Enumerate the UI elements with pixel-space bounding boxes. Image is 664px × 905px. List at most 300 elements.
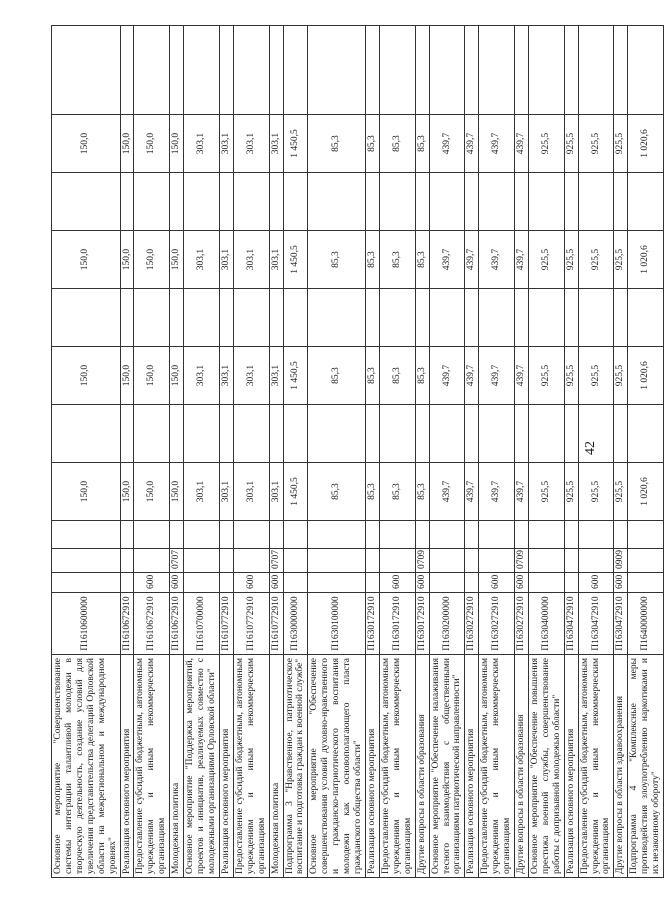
row-name: Реализация основного мероприятия bbox=[219, 655, 233, 878]
row-blank bbox=[269, 26, 283, 115]
row-blank bbox=[134, 173, 170, 231]
row-value-2: 303,1 bbox=[184, 347, 220, 405]
row-blank bbox=[578, 521, 614, 549]
row-blank bbox=[233, 405, 269, 463]
row-blank bbox=[614, 26, 628, 115]
row-vr bbox=[465, 573, 479, 593]
row-blank bbox=[269, 521, 283, 549]
row-code: П1630472910 bbox=[578, 593, 614, 655]
row-blank bbox=[233, 26, 269, 115]
row-blank bbox=[379, 521, 415, 549]
row-value-1: 85,3 bbox=[379, 463, 415, 521]
row-blank bbox=[465, 173, 479, 231]
table-row bbox=[578, 26, 614, 878]
row-blank bbox=[184, 289, 220, 347]
row-rz bbox=[628, 549, 664, 573]
row-value-4: 85,3 bbox=[415, 115, 429, 173]
row-blank bbox=[479, 173, 515, 231]
row-value-1: 85,3 bbox=[365, 463, 379, 521]
row-rz: 0707 bbox=[170, 549, 184, 573]
row-blank bbox=[308, 289, 366, 347]
row-code: П1630472910 bbox=[564, 593, 578, 655]
row-value-4: 439,7 bbox=[429, 115, 465, 173]
row-name: Основное мероприятие "Обеспечение налаживания тесного взаимодействия с общественными организациями патриотической направленности" bbox=[429, 655, 465, 878]
row-vr bbox=[528, 573, 564, 593]
row-blank bbox=[134, 289, 170, 347]
row-vr: 600 bbox=[415, 573, 429, 593]
row-rz bbox=[564, 549, 578, 573]
row-blank bbox=[52, 405, 121, 463]
row-vr: 600 bbox=[515, 573, 529, 593]
row-blank bbox=[515, 289, 529, 347]
row-blank bbox=[308, 173, 366, 231]
row-vr bbox=[184, 573, 220, 593]
row-value-3: 925,5 bbox=[528, 231, 564, 289]
row-blank bbox=[170, 26, 184, 115]
row-value-4: 303,1 bbox=[269, 115, 283, 173]
row-blank bbox=[528, 26, 564, 115]
row-value-4: 925,5 bbox=[614, 115, 628, 173]
row-blank bbox=[479, 521, 515, 549]
row-value-1: 150,0 bbox=[52, 463, 121, 521]
table-row bbox=[120, 26, 134, 878]
row-blank bbox=[465, 26, 479, 115]
row-blank bbox=[283, 289, 308, 347]
row-blank bbox=[578, 26, 614, 115]
row-vr bbox=[628, 573, 664, 593]
row-value-1: 439,7 bbox=[515, 463, 529, 521]
row-name: Подпрограмма 4 "Комплексные меры противодействия злоупотреблению наркотиками и их незаконному обороту" bbox=[628, 655, 664, 878]
table-row bbox=[308, 26, 366, 878]
row-blank bbox=[564, 173, 578, 231]
row-value-1: 150,0 bbox=[120, 463, 134, 521]
row-code: П1630272910 bbox=[465, 593, 479, 655]
row-vr: 600 bbox=[170, 573, 184, 593]
row-value-3: 1 020,6 bbox=[628, 231, 664, 289]
row-code: П1630200000 bbox=[429, 593, 465, 655]
row-rz bbox=[429, 549, 465, 573]
row-value-2: 85,3 bbox=[365, 347, 379, 405]
row-rz bbox=[528, 549, 564, 573]
table-row bbox=[429, 26, 465, 878]
row-value-4: 439,7 bbox=[515, 115, 529, 173]
row-blank bbox=[415, 289, 429, 347]
row-blank bbox=[52, 289, 121, 347]
row-blank bbox=[564, 405, 578, 463]
row-code: П1610700000 bbox=[184, 593, 220, 655]
row-value-1: 925,5 bbox=[614, 463, 628, 521]
row-value-2: 925,5 bbox=[528, 347, 564, 405]
row-blank bbox=[134, 26, 170, 115]
row-value-1: 439,7 bbox=[465, 463, 479, 521]
row-blank bbox=[365, 521, 379, 549]
row-blank bbox=[52, 521, 121, 549]
row-blank bbox=[283, 173, 308, 231]
row-blank bbox=[120, 173, 134, 231]
row-blank bbox=[528, 289, 564, 347]
row-blank bbox=[219, 405, 233, 463]
row-value-1: 925,5 bbox=[528, 463, 564, 521]
row-blank bbox=[120, 521, 134, 549]
row-vr bbox=[429, 573, 465, 593]
row-vr bbox=[564, 573, 578, 593]
table-row bbox=[134, 26, 170, 878]
row-value-4: 439,7 bbox=[465, 115, 479, 173]
row-value-2: 439,7 bbox=[429, 347, 465, 405]
row-blank bbox=[233, 289, 269, 347]
row-value-1: 85,3 bbox=[308, 463, 366, 521]
row-code: П1630172910 bbox=[415, 593, 429, 655]
row-value-2: 439,7 bbox=[479, 347, 515, 405]
row-rz bbox=[379, 549, 415, 573]
row-blank bbox=[219, 26, 233, 115]
row-code: П1630100000 bbox=[308, 593, 366, 655]
row-rz bbox=[134, 549, 170, 573]
row-value-3: 925,5 bbox=[564, 231, 578, 289]
row-value-1: 85,3 bbox=[415, 463, 429, 521]
row-value-4: 150,0 bbox=[52, 115, 121, 173]
row-code: П1630272910 bbox=[479, 593, 515, 655]
row-rz bbox=[233, 549, 269, 573]
row-value-4: 1 020,6 bbox=[628, 115, 664, 173]
row-blank bbox=[628, 289, 664, 347]
row-value-3: 439,7 bbox=[515, 231, 529, 289]
table-row bbox=[515, 26, 529, 878]
row-value-1: 439,7 bbox=[429, 463, 465, 521]
row-blank bbox=[269, 405, 283, 463]
row-rz bbox=[283, 549, 308, 573]
row-blank bbox=[308, 521, 366, 549]
table-row bbox=[379, 26, 415, 878]
row-value-4: 85,3 bbox=[308, 115, 366, 173]
row-value-2: 1 450,5 bbox=[283, 347, 308, 405]
row-blank bbox=[528, 521, 564, 549]
row-value-4: 150,0 bbox=[134, 115, 170, 173]
row-value-3: 85,3 bbox=[365, 231, 379, 289]
row-value-3: 303,1 bbox=[184, 231, 220, 289]
row-blank bbox=[515, 26, 529, 115]
table-row bbox=[465, 26, 479, 878]
row-value-1: 303,1 bbox=[233, 463, 269, 521]
row-value-2: 303,1 bbox=[233, 347, 269, 405]
row-value-1: 303,1 bbox=[219, 463, 233, 521]
table-row bbox=[614, 26, 628, 878]
row-code: П1610772910 bbox=[219, 593, 233, 655]
row-rz bbox=[578, 549, 614, 573]
row-name: Другие вопросы в области здравоохранения bbox=[614, 655, 628, 878]
row-blank bbox=[365, 289, 379, 347]
row-value-3: 925,5 bbox=[578, 231, 614, 289]
row-blank bbox=[429, 289, 465, 347]
row-vr bbox=[52, 573, 121, 593]
row-blank bbox=[564, 289, 578, 347]
row-value-2: 85,3 bbox=[415, 347, 429, 405]
row-blank bbox=[614, 173, 628, 231]
row-code: П1630172910 bbox=[379, 593, 415, 655]
table-row bbox=[269, 26, 283, 878]
row-name: Молодежная политика bbox=[269, 655, 283, 878]
row-blank bbox=[283, 521, 308, 549]
row-blank bbox=[429, 405, 465, 463]
row-blank bbox=[479, 289, 515, 347]
row-name: Реализация основного мероприятия bbox=[120, 655, 134, 878]
row-rz bbox=[465, 549, 479, 573]
row-value-2: 85,3 bbox=[308, 347, 366, 405]
row-code: П1610772910 bbox=[269, 593, 283, 655]
row-value-4: 85,3 bbox=[365, 115, 379, 173]
row-blank bbox=[283, 405, 308, 463]
table-row bbox=[479, 26, 515, 878]
row-code: П1630472910 bbox=[614, 593, 628, 655]
row-value-4: 925,5 bbox=[564, 115, 578, 173]
row-name: Предоставление субсидий бюджетным, автономным учреждениям и иным некоммерческим организациям bbox=[134, 655, 170, 878]
row-code: П1630172910 bbox=[365, 593, 379, 655]
row-value-2: 439,7 bbox=[465, 347, 479, 405]
row-blank bbox=[628, 26, 664, 115]
row-rz: 0707 bbox=[269, 549, 283, 573]
row-rz bbox=[52, 549, 121, 573]
row-blank bbox=[578, 289, 614, 347]
row-code: П1610672910 bbox=[120, 593, 134, 655]
row-blank bbox=[379, 173, 415, 231]
row-name: Подпрограмма 3 "Нравственное, патриотическое воспитание и подготовка граждан к военной службе" bbox=[283, 655, 308, 878]
row-vr: 600 bbox=[233, 573, 269, 593]
row-name: Другие вопросы в области образования bbox=[415, 655, 429, 878]
row-code: П1610772910 bbox=[233, 593, 269, 655]
row-rz bbox=[184, 549, 220, 573]
row-blank bbox=[184, 173, 220, 231]
row-value-4: 925,5 bbox=[578, 115, 614, 173]
row-code: П1610600000 bbox=[52, 593, 121, 655]
row-blank bbox=[219, 173, 233, 231]
row-blank bbox=[578, 405, 614, 463]
row-blank bbox=[170, 521, 184, 549]
row-value-3: 303,1 bbox=[269, 231, 283, 289]
row-rz bbox=[365, 549, 379, 573]
row-blank bbox=[465, 521, 479, 549]
row-value-1: 303,1 bbox=[269, 463, 283, 521]
row-name: Предоставление субсидий бюджетным, автономным учреждениям и иным некоммерческим организациям bbox=[233, 655, 269, 878]
row-rz bbox=[120, 549, 134, 573]
row-value-3: 925,5 bbox=[614, 231, 628, 289]
table-row bbox=[415, 26, 429, 878]
row-blank bbox=[614, 405, 628, 463]
row-value-2: 303,1 bbox=[219, 347, 233, 405]
row-name: Предоставление субсидий бюджетным, автономным учреждениям и иным некоммерческим организациям bbox=[479, 655, 515, 878]
row-code: П1630000000 bbox=[283, 593, 308, 655]
row-value-1: 1 020,6 bbox=[628, 463, 664, 521]
row-value-3: 150,0 bbox=[120, 231, 134, 289]
row-blank bbox=[528, 405, 564, 463]
row-value-4: 925,5 bbox=[528, 115, 564, 173]
row-value-1: 1 450,5 bbox=[283, 463, 308, 521]
row-value-2: 85,3 bbox=[379, 347, 415, 405]
row-blank bbox=[134, 405, 170, 463]
row-blank bbox=[308, 405, 366, 463]
table-row bbox=[184, 26, 220, 878]
row-name: Молодежная политика bbox=[170, 655, 184, 878]
row-value-3: 439,7 bbox=[429, 231, 465, 289]
row-blank bbox=[365, 405, 379, 463]
row-blank bbox=[269, 289, 283, 347]
row-blank bbox=[134, 521, 170, 549]
row-blank bbox=[365, 26, 379, 115]
row-blank bbox=[628, 173, 664, 231]
row-blank bbox=[184, 405, 220, 463]
row-blank bbox=[564, 521, 578, 549]
row-rz: 0709 bbox=[415, 549, 429, 573]
row-name: Другие вопросы в области образования bbox=[515, 655, 529, 878]
row-rz bbox=[479, 549, 515, 573]
row-blank bbox=[379, 26, 415, 115]
row-value-3: 439,7 bbox=[465, 231, 479, 289]
row-name: Предоставление субсидий бюджетным, автономным учреждениям и иным некоммерческим организациям bbox=[379, 655, 415, 878]
table-row bbox=[233, 26, 269, 878]
row-blank bbox=[52, 26, 121, 115]
row-rz: 0709 bbox=[515, 549, 529, 573]
row-blank bbox=[465, 405, 479, 463]
row-value-3: 150,0 bbox=[170, 231, 184, 289]
row-value-3: 85,3 bbox=[379, 231, 415, 289]
row-code: П1630400000 bbox=[528, 593, 564, 655]
row-vr: 600 bbox=[614, 573, 628, 593]
row-code: П1610672910 bbox=[134, 593, 170, 655]
table-row bbox=[283, 26, 308, 878]
row-blank bbox=[365, 173, 379, 231]
row-blank bbox=[170, 405, 184, 463]
row-vr bbox=[219, 573, 233, 593]
row-vr bbox=[308, 573, 366, 593]
row-rz: 0909 bbox=[614, 549, 628, 573]
row-vr: 600 bbox=[269, 573, 283, 593]
row-value-1: 439,7 bbox=[479, 463, 515, 521]
row-value-2: 439,7 bbox=[515, 347, 529, 405]
row-vr: 600 bbox=[479, 573, 515, 593]
row-value-2: 1 020,6 bbox=[628, 347, 664, 405]
row-name: Реализация основного мероприятия bbox=[564, 655, 578, 878]
row-blank bbox=[283, 26, 308, 115]
row-value-4: 303,1 bbox=[219, 115, 233, 173]
row-value-1: 150,0 bbox=[134, 463, 170, 521]
row-blank bbox=[465, 289, 479, 347]
row-code: П1610672910 bbox=[170, 593, 184, 655]
row-value-4: 150,0 bbox=[120, 115, 134, 173]
row-blank bbox=[479, 405, 515, 463]
table-body bbox=[52, 26, 664, 878]
row-value-4: 1 450,5 bbox=[283, 115, 308, 173]
row-name: Предоставление субсидий бюджетным, автономным учреждениям и иным некоммерческим организациям bbox=[578, 655, 614, 878]
row-value-2: 303,1 bbox=[269, 347, 283, 405]
row-vr: 600 bbox=[379, 573, 415, 593]
row-rz bbox=[308, 549, 366, 573]
row-value-4: 439,7 bbox=[479, 115, 515, 173]
row-blank bbox=[564, 26, 578, 115]
row-value-3: 150,0 bbox=[52, 231, 121, 289]
row-value-3: 303,1 bbox=[219, 231, 233, 289]
row-blank bbox=[415, 26, 429, 115]
row-blank bbox=[515, 521, 529, 549]
row-blank bbox=[479, 26, 515, 115]
table-row bbox=[365, 26, 379, 878]
row-name: Основное мероприятие "Обеспечение повышения престижа военной службы, совершенствование работы с допризывной молодежью области" bbox=[528, 655, 564, 878]
row-value-3: 150,0 bbox=[134, 231, 170, 289]
row-code: П1630272910 bbox=[515, 593, 529, 655]
row-blank bbox=[614, 289, 628, 347]
row-value-3: 303,1 bbox=[233, 231, 269, 289]
row-blank bbox=[52, 173, 121, 231]
row-blank bbox=[170, 173, 184, 231]
row-value-4: 303,1 bbox=[184, 115, 220, 173]
row-value-3: 1 450,5 bbox=[283, 231, 308, 289]
row-value-1: 150,0 bbox=[170, 463, 184, 521]
row-blank bbox=[184, 26, 220, 115]
row-vr bbox=[120, 573, 134, 593]
row-blank bbox=[628, 405, 664, 463]
row-blank bbox=[415, 521, 429, 549]
row-blank bbox=[120, 26, 134, 115]
row-value-2: 925,5 bbox=[614, 347, 628, 405]
row-value-2: 925,5 bbox=[578, 347, 614, 405]
table-row bbox=[52, 26, 121, 878]
row-blank bbox=[628, 521, 664, 549]
row-value-1: 925,5 bbox=[564, 463, 578, 521]
row-rz bbox=[219, 549, 233, 573]
row-name: Основное мероприятие "Совершенствование системы интеграции талантливой молодежи в творческую деятельность, создание условий для увеличения представительства делегаций Орловской области на межрегиональном и международном уровнях" bbox=[52, 655, 121, 878]
row-value-2: 150,0 bbox=[134, 347, 170, 405]
row-name: Основное мероприятие "Поддержка мероприятий, проектов и инициатив, реализуемых совместно с молодежными организациями Орловской области" bbox=[184, 655, 220, 878]
row-blank bbox=[233, 173, 269, 231]
row-value-2: 150,0 bbox=[170, 347, 184, 405]
row-name: Реализация основного мероприятия bbox=[365, 655, 379, 878]
row-blank bbox=[614, 521, 628, 549]
row-blank bbox=[219, 521, 233, 549]
row-blank bbox=[308, 26, 366, 115]
row-value-2: 925,5 bbox=[564, 347, 578, 405]
row-blank bbox=[120, 405, 134, 463]
row-value-2: 150,0 bbox=[120, 347, 134, 405]
row-blank bbox=[515, 405, 529, 463]
row-vr: 600 bbox=[134, 573, 170, 593]
table-row bbox=[564, 26, 578, 878]
row-blank bbox=[578, 173, 614, 231]
row-blank bbox=[429, 173, 465, 231]
row-blank bbox=[170, 289, 184, 347]
row-blank bbox=[219, 289, 233, 347]
table-row bbox=[628, 26, 664, 878]
row-blank bbox=[379, 405, 415, 463]
row-value-3: 439,7 bbox=[479, 231, 515, 289]
row-blank bbox=[184, 521, 220, 549]
budget-table bbox=[51, 25, 664, 878]
row-vr bbox=[283, 573, 308, 593]
row-code: П1640000000 bbox=[628, 593, 664, 655]
row-blank bbox=[415, 405, 429, 463]
table-row bbox=[528, 26, 564, 878]
row-value-4: 303,1 bbox=[233, 115, 269, 173]
page-number: 42 bbox=[583, 441, 598, 455]
row-value-4: 150,0 bbox=[170, 115, 184, 173]
row-name: Основное мероприятие "Обеспечение совершенствования условий духовно-нравственного и гражданско-патриотического воспитания молодежи как основополагающего пласта гражданского общества области" bbox=[308, 655, 366, 878]
row-blank bbox=[515, 173, 529, 231]
row-value-1: 303,1 bbox=[184, 463, 220, 521]
row-blank bbox=[415, 173, 429, 231]
row-blank bbox=[120, 289, 134, 347]
row-blank bbox=[429, 521, 465, 549]
row-blank bbox=[429, 26, 465, 115]
row-blank bbox=[528, 173, 564, 231]
row-name: Реализация основного мероприятия bbox=[465, 655, 479, 878]
row-vr: 600 bbox=[578, 573, 614, 593]
